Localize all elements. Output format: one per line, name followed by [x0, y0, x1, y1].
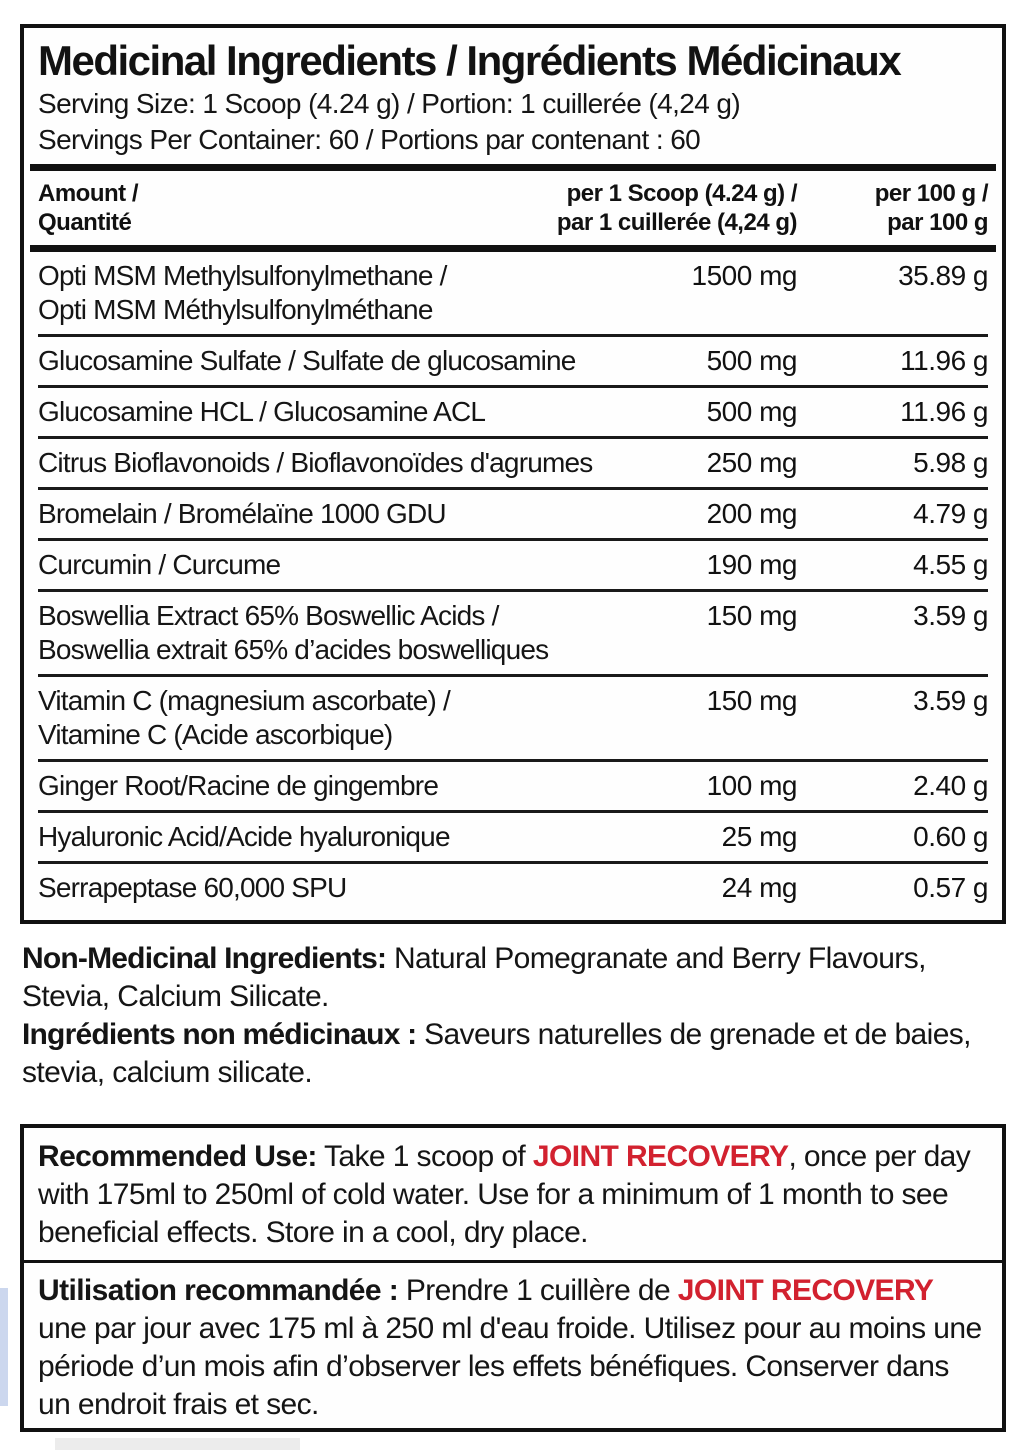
- recommended-use-en: [38, 1138, 988, 1252]
- panel-title: Medicinal Ingredients / Ingrédients Médicinaux: [38, 37, 901, 84]
- amount-per-scoop: 250 mg: [706, 447, 797, 478]
- servings-per-container-line: Servings Per Container: 60 / Portions par contenant : 60: [38, 124, 701, 155]
- amount-per-scoop: 150 mg: [706, 600, 797, 631]
- amount-per-100g: 11.96 g: [900, 345, 988, 376]
- brand-name-fr: JOINT RECOVERY: [677, 1274, 934, 1307]
- non-medicinal-en-label: Non-Medicinal Ingredients:: [22, 942, 387, 975]
- table-row: [38, 589, 988, 674]
- table-header: [38, 171, 988, 245]
- ingredient-rows: [38, 252, 988, 912]
- header-per-100g-column: per 100 g / par 100 g: [874, 180, 988, 236]
- non-medicinal-en: [22, 940, 1006, 1016]
- table-row: [38, 334, 988, 385]
- ingredient-name: Ginger Root/Racine de gingembre: [38, 770, 439, 801]
- header-top-bar: [30, 164, 996, 171]
- recommended-use-en-label: Recommended Use:: [38, 1140, 317, 1173]
- non-medicinal-fr: [22, 1016, 1006, 1092]
- amount-per-scoop: 500 mg: [706, 396, 797, 427]
- amount-per-scoop: 1500 mg: [691, 260, 797, 291]
- non-medicinal-fr-label: Ingrédients non médicinaux :: [22, 1018, 417, 1051]
- amount-per-scoop: 190 mg: [706, 549, 797, 580]
- amount-per-scoop: 24 mg: [721, 872, 797, 903]
- ingredient-name: Curcumin / Curcume: [38, 549, 281, 580]
- ingredient-name: Glucosamine Sulfate / Sulfate de glucosamine: [38, 345, 576, 376]
- amount-per-100g: 3.59 g: [913, 600, 988, 631]
- ingredient-name: Citrus Bioflavonoids / Bioflavonoïdes d'agrumes: [38, 447, 593, 478]
- recommended-use-fr: [38, 1272, 988, 1424]
- table-row: [38, 436, 988, 487]
- left-edge-blue-strip: [0, 1288, 8, 1406]
- header-per-scoop-column: per 1 Scoop (4.24 g) / par 1 cuillerée (4,24 g): [556, 180, 797, 236]
- table-row: [38, 810, 988, 861]
- amount-per-100g: 35.89 g: [898, 260, 988, 291]
- table-row: [38, 759, 988, 810]
- amount-per-100g: 11.96 g: [900, 396, 988, 427]
- amount-per-100g: 4.79 g: [913, 498, 988, 529]
- recommended-use-fr-label: Utilisation recommandée :: [38, 1274, 399, 1307]
- header-bottom-bar: [30, 245, 996, 252]
- ingredient-name: Hyaluronic Acid/Acide hyaluronique: [38, 821, 450, 852]
- recommended-use-fr-after: une par jour avec 175 ml à 250 ml d'eau froide. Utilisez pour au moins une période d’un mois afin d’observer les effets bénéfiques. Conserver dans un endroit frais et sec.: [38, 1312, 982, 1421]
- medicinal-ingredients-panel: [20, 24, 1006, 924]
- table-row: [38, 861, 988, 912]
- bottom-gray-bar: [55, 1438, 300, 1450]
- amount-per-scoop: 150 mg: [706, 685, 797, 716]
- amount-per-scoop: 100 mg: [706, 770, 797, 801]
- table-row: [38, 252, 988, 334]
- recommended-use-panel: [20, 1124, 1006, 1432]
- non-medicinal-ingredients: [22, 940, 1006, 1092]
- ingredient-name: Serrapeptase 60,000 SPU: [38, 872, 347, 903]
- ingredient-name: Glucosamine HCL / Glucosamine ACL: [38, 396, 486, 427]
- amount-per-scoop: 500 mg: [706, 345, 797, 376]
- serving-size-line: Serving Size: 1 Scoop (4.24 g) / Portion: 1 cuillerée (4,24 g): [38, 88, 741, 119]
- header-amount-column: Amount / Quantité: [38, 180, 138, 236]
- non-medicinal-fr-text: Saveurs naturelles de grenade et de baies, stevia, calcium silicate.: [22, 1018, 971, 1089]
- non-medicinal-en-text: Natural Pomegranate and Berry Flavours, Stevia, Calcium Silicate.: [22, 942, 926, 1013]
- table-row: [38, 538, 988, 589]
- ingredient-name: Opti MSM Methylsulfonylmethane / Opti MSM Méthylsulfonylméthane: [38, 260, 447, 325]
- ingredient-name: Vitamin C (magnesium ascorbate) / Vitamine C (Acide ascorbique): [38, 685, 450, 750]
- recommended-use-en-before: Take 1 scoop of: [316, 1140, 533, 1173]
- amount-per-100g: 4.55 g: [913, 549, 988, 580]
- recommended-use-en-after: , once per day with 175ml to 250ml of cold water. Use for a minimum of 1 month to see beneficial effects. Store in a cool, dry place.: [38, 1140, 971, 1249]
- ingredient-name: Boswellia Extract 65% Boswellic Acids / Boswellia extrait 65% d’acides boswelliques: [38, 600, 549, 665]
- amount-per-scoop: 25 mg: [721, 821, 797, 852]
- table-row: [38, 487, 988, 538]
- amount-per-100g: 5.98 g: [913, 447, 988, 478]
- use-panel-divider: [24, 1260, 1002, 1263]
- recommended-use-fr-before: Prendre 1 cuillère de: [398, 1274, 678, 1307]
- amount-per-100g: 0.57 g: [913, 872, 988, 903]
- table-row: [38, 674, 988, 759]
- amount-per-scoop: 200 mg: [706, 498, 797, 529]
- amount-per-100g: 2.40 g: [913, 770, 988, 801]
- table-row: [38, 385, 988, 436]
- ingredient-name: Bromelain / Bromélaïne 1000 GDU: [38, 498, 446, 529]
- amount-per-100g: 3.59 g: [913, 685, 988, 716]
- amount-per-100g: 0.60 g: [913, 821, 988, 852]
- brand-name-en: JOINT RECOVERY: [532, 1140, 789, 1173]
